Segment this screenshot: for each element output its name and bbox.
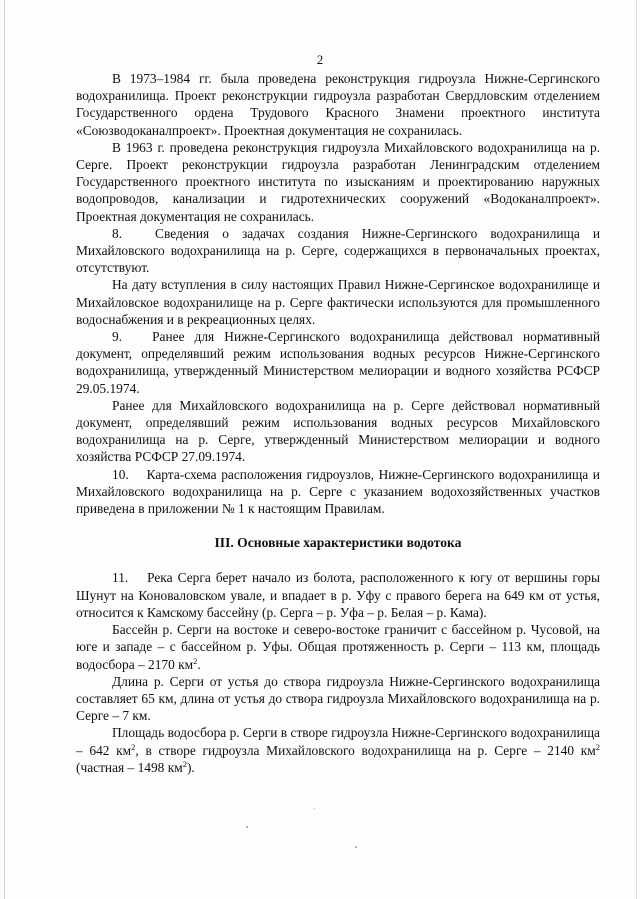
item-9-text: Ранее для Нижне-Сергинского водохранилища действовал нормативный документ, определявший режим использования водных ресурсов Нижне-Сергинского водохранилища, утвержденный Министерством мелиорации и водного хозяйства РСФСР 29.05.1974. [76,329,600,396]
paragraph-item-11 [76,569,600,621]
document-body [76,70,600,776]
catchment-text-4: ). [186,759,195,775]
paragraph-item-8 [76,225,600,277]
scan-speck [314,808,315,809]
superscript: 2 [131,741,136,752]
paragraph-mikhailovsk-rules: Ранее для Михайловского водохранилища на р. Серге действовал нормативный документ, определявший режим использования водных ресурсов Михайловского водохранилища на р. Серге, утвержденный Министерством мелиорации и водного хозяйства РСФСР 27.09.1974. [76,397,600,465]
catchment-text-2: , в створе гидроузла Михайловского водохранилища на р. Серге – 2140 км [135,742,596,758]
paragraph-catchment-area [76,724,600,776]
scan-speck [246,826,248,828]
paragraph-current-use: На дату вступления в силу настоящих Правил Нижне-Сергинское водохранилище и Михайловское водохранилище на р. Серге фактически используются для промышленного водоснабжения и в рекреационных целях. [76,277,600,327]
section-heading: III. Основные характеристики водотока [214,535,462,551]
paragraph-item-9 [76,328,600,397]
scan-edge-left [4,0,5,899]
basin-text: Бассейн р. Серги на востоке и северо-востоке граничит с бассейном р. Чусовой, на юге и западе – с бассейном р. Уфы. Общая протяженность р. Серги – 113 км, площадь водосбора – 2170 км [76,622,600,672]
scan-speck [355,846,357,848]
paragraph-basin [76,621,600,673]
item-number-10: 10. [112,466,129,482]
paragraph-item-10 [76,466,600,518]
catchment-text-1: Площадь водосбора р. Серги в створе гидроузла Нижне-Сергинского водохранилища – 642 км [76,725,600,758]
basin-text-end: . [197,656,201,672]
paragraph-reconstruction-1963: В 1963 г. проведена реконструкция гидроузла Михайловского водохранилища на р. Серге. Проект реконструкции гидроузла разработан Ленинградским отделением Государственного проектного института по изысканиям и проектированию наружных водопроводов, канализации и гидротехнических сооружений «Водоканалпроект». Проектная документация не сохранилась. [76,139,600,224]
superscript: 2 [595,741,600,752]
superscript: 2 [182,758,187,769]
item-8-text: Сведения о задачах создания Нижне-Сергинского водохранилища и Михайловского водохранилища на р. Серге, содержащихся в первоначальных проектах, отсутствуют. [76,225,600,276]
item-11-text: Река Серга берет начало из болота, расположенного к югу от вершины горы Шунут на Коноваловском увале, и впадает в р. Уфу с правого берега на 649 км от устья, относится к Камскому бассейну (р. Серга – р. Уфа – р. Белая – р. Кама). [76,570,600,620]
paragraph-length: Длина р. Серги от устья до створа гидроузла Нижне-Сергинского водохранилища составляет 65 км, длина от устья до створа гидроузла Михайловского водохранилища на р. Серге – 7 км. [76,673,600,724]
item-number-11: 11. [112,570,129,586]
item-number-8: 8. [112,225,123,241]
item-10-text: Карта-схема расположения гидроузлов, Нижне-Сергинского водохранилища и Михайловского водохранилища на р. Серге с указанием водохозяйственных участков приведена в приложении № 1 к настоящим Правилам. [76,466,600,517]
paragraph-reconstruction-1973: В 1973–1984 гг. была проведена реконструкция гидроузла Нижне-Сергинского водохранилища. Проект реконструкции гидроузла разработан Свердловским отделением Государственного ордена Трудового Красного Знамени проектного института «Союзводоканалпроект». Проектная документация не сохранилась. [76,71,600,138]
scan-edge-right [636,0,637,899]
item-number-9: 9. [112,329,123,345]
superscript: 2 [193,655,198,666]
catchment-text-3: (частная – 1498 км [76,759,183,775]
page-number: 2 [316,52,324,67]
